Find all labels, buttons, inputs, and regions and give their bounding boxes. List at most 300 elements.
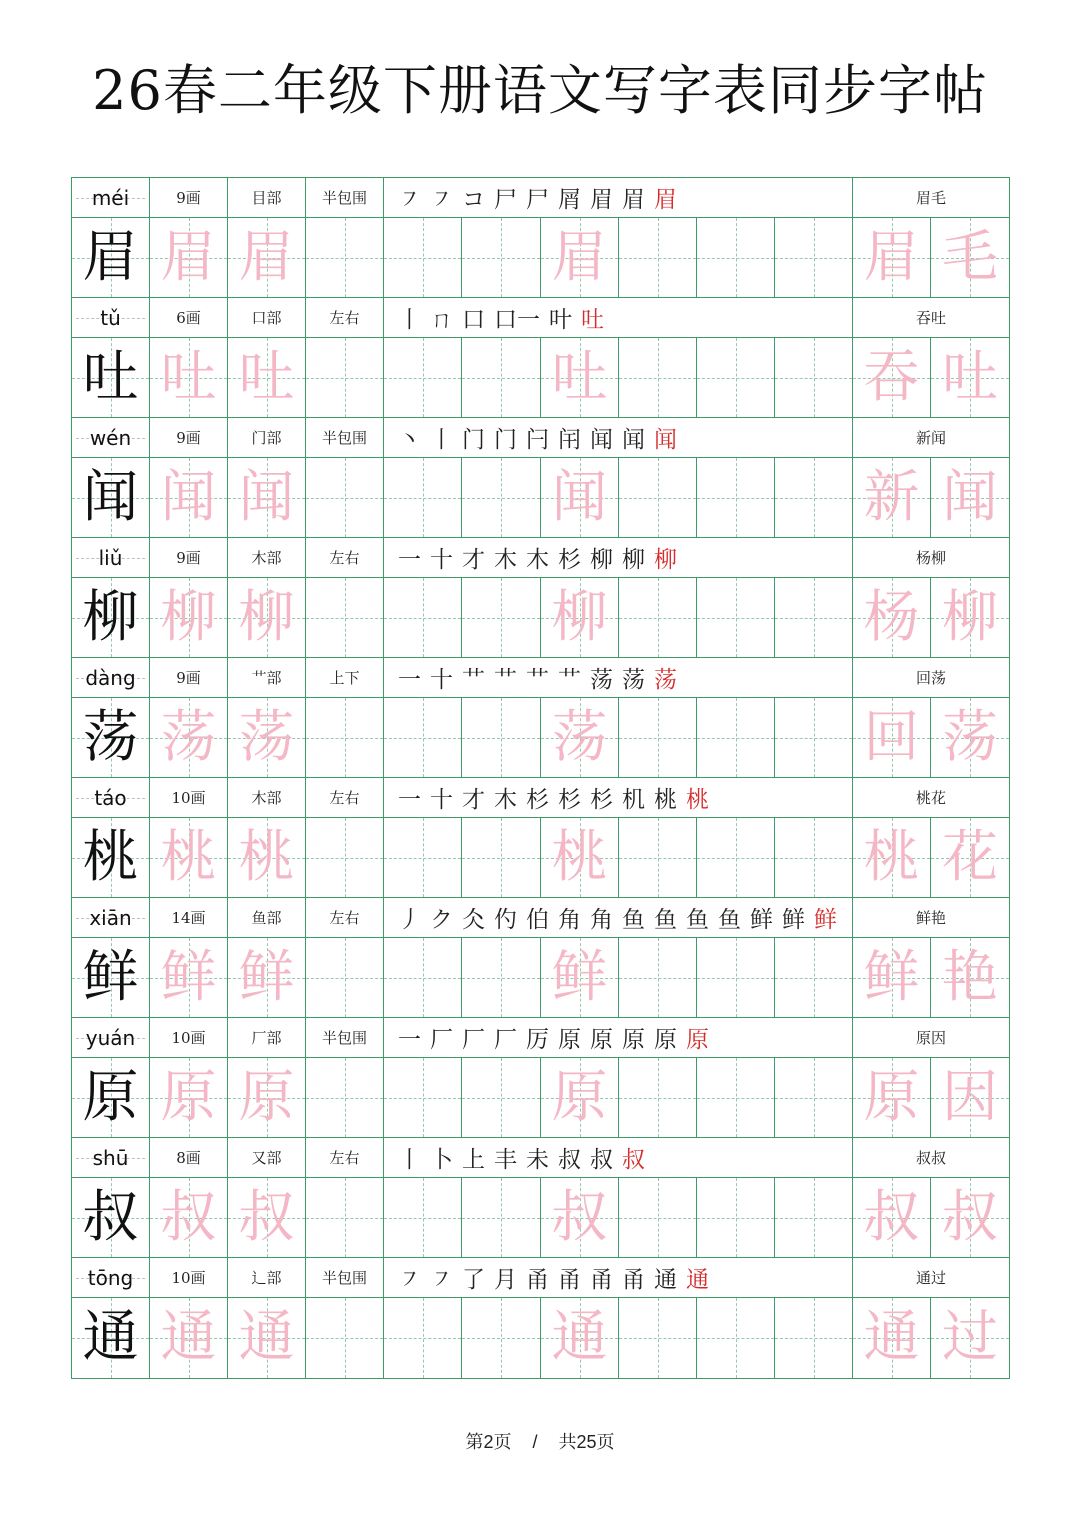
- pinyin-cell: [72, 1258, 150, 1297]
- writing-box[interactable]: [619, 578, 697, 657]
- structure-text: 左右: [329, 549, 360, 567]
- writing-box[interactable]: [384, 1298, 462, 1378]
- stroke-step: 甬: [526, 1267, 549, 1293]
- radical-text: 鱼部: [251, 909, 282, 927]
- writing-box[interactable]: [619, 458, 697, 537]
- structure-text: 半包围: [321, 1269, 367, 1287]
- stroke-step: 柳: [622, 547, 645, 573]
- writing-box[interactable]: [462, 1298, 541, 1378]
- writing-box[interactable]: [775, 458, 853, 537]
- trace-character: 柳: [160, 584, 217, 650]
- writing-box[interactable]: [775, 1298, 853, 1378]
- writing-box[interactable]: [462, 698, 541, 777]
- trace-word-char: 叔: [942, 1184, 998, 1250]
- pinyin-cell: [72, 538, 150, 577]
- model-character: 叔: [82, 1184, 139, 1250]
- writing-box[interactable]: [697, 938, 775, 1017]
- writing-box[interactable]: [541, 698, 619, 777]
- writing-box[interactable]: [306, 818, 384, 897]
- stroke-step: 鱼: [686, 907, 709, 933]
- stroke-step: 原: [686, 1027, 709, 1053]
- pinyin-cell: [72, 298, 150, 337]
- writing-box[interactable]: [853, 698, 931, 777]
- writing-box[interactable]: [697, 1178, 775, 1257]
- stroke-step: 闻: [590, 427, 613, 453]
- trace-character: 叔: [551, 1184, 608, 1250]
- stroke-count-text: 9画: [176, 549, 201, 567]
- writing-box[interactable]: [462, 578, 541, 657]
- stroke-step: 甬: [622, 1267, 645, 1293]
- structure-text: 左右: [329, 309, 360, 327]
- stroke-step: 机: [622, 787, 645, 813]
- pinyin-cell: [72, 898, 150, 937]
- model-char-cell: [72, 578, 150, 657]
- page-separator: /: [532, 1432, 538, 1452]
- pinyin-cell: [72, 778, 150, 817]
- word-cell: [853, 178, 1009, 217]
- model-char-cell: [72, 1298, 150, 1378]
- stroke-step: 眉: [622, 187, 645, 213]
- word-text: 叔叔: [915, 1149, 946, 1167]
- radical-text: 口部: [251, 309, 282, 327]
- stroke-step: 一: [398, 547, 421, 573]
- writing-box[interactable]: [228, 818, 306, 897]
- writing-grid-row: [72, 938, 1009, 1018]
- writing-box[interactable]: [462, 1178, 541, 1257]
- writing-box[interactable]: [384, 458, 462, 537]
- writing-box[interactable]: [306, 1298, 384, 1378]
- pinyin-text: táo: [94, 785, 127, 810]
- writing-box[interactable]: [228, 338, 306, 417]
- structure-cell: [306, 658, 384, 697]
- writing-box[interactable]: [931, 818, 1009, 897]
- stroke-step: 桃: [686, 787, 709, 813]
- stroke-step: 丨: [430, 427, 453, 453]
- word-text: 眉毛: [915, 189, 946, 207]
- current-page: 第2页: [465, 1432, 512, 1452]
- total-pages: 共25页: [558, 1432, 615, 1452]
- word-text: 鲜艳: [915, 909, 946, 927]
- trace-character: 叔: [160, 1184, 217, 1250]
- radical-cell: [228, 658, 306, 697]
- writing-box[interactable]: [150, 338, 228, 417]
- writing-box[interactable]: [462, 218, 541, 297]
- writing-box[interactable]: [462, 1058, 541, 1137]
- stroke-step: ㇇: [430, 1267, 453, 1293]
- writing-box[interactable]: [306, 938, 384, 1017]
- trace-word-char: 艳: [942, 944, 998, 1010]
- writing-box[interactable]: [697, 1298, 775, 1378]
- writing-box[interactable]: [228, 218, 306, 297]
- writing-box[interactable]: [150, 578, 228, 657]
- pinyin-text: shū: [92, 1145, 129, 1170]
- writing-box[interactable]: [619, 698, 697, 777]
- radical-text: 辶部: [251, 1269, 282, 1287]
- structure-text: 左右: [329, 1149, 360, 1167]
- stroke-count-cell: [150, 658, 228, 697]
- writing-box[interactable]: [775, 698, 853, 777]
- trace-word-char: 柳: [942, 584, 998, 650]
- trace-character: 鲜: [160, 944, 217, 1010]
- writing-box[interactable]: [306, 218, 384, 297]
- stroke-order-cell: [384, 418, 853, 457]
- stroke-step: 角: [558, 907, 581, 933]
- stroke-step: 丨: [398, 307, 421, 333]
- writing-box[interactable]: [775, 578, 853, 657]
- character-entry: [72, 298, 1009, 418]
- writing-box[interactable]: [619, 1178, 697, 1257]
- pinyin-cell: [72, 1018, 150, 1057]
- stroke-step: 吐: [581, 307, 604, 333]
- structure-text: 半包围: [321, 429, 367, 447]
- writing-box[interactable]: [775, 218, 853, 297]
- structure-cell: [306, 778, 384, 817]
- stroke-step: 屑: [558, 187, 581, 213]
- writing-box[interactable]: [931, 218, 1009, 297]
- pinyin-text: dàng: [85, 665, 136, 690]
- trace-word-char: 闻: [942, 464, 998, 530]
- stroke-step: ㇇: [398, 187, 421, 213]
- stroke-step: 木: [526, 547, 549, 573]
- stroke-step: 柳: [590, 547, 613, 573]
- stroke-step: 甬: [590, 1267, 613, 1293]
- trace-word-char: 毛: [942, 224, 998, 290]
- stroke-step: 才: [462, 547, 485, 573]
- writing-box[interactable]: [541, 458, 619, 537]
- writing-box[interactable]: [541, 818, 619, 897]
- radical-text: 木部: [251, 549, 282, 567]
- writing-box[interactable]: [853, 1178, 931, 1257]
- stroke-step: 鱼: [718, 907, 741, 933]
- writing-box[interactable]: [931, 1178, 1009, 1257]
- writing-box[interactable]: [306, 458, 384, 537]
- word-text: 通过: [915, 1269, 946, 1287]
- model-character: 眉: [82, 224, 139, 290]
- trace-character: 叔: [238, 1184, 295, 1250]
- writing-box[interactable]: [306, 338, 384, 417]
- writing-box[interactable]: [228, 1178, 306, 1257]
- stroke-step: 叶: [549, 307, 572, 333]
- model-character: 闻: [82, 464, 139, 530]
- stroke-step: 桃: [654, 787, 677, 813]
- writing-grid-row: [72, 698, 1009, 778]
- stroke-order-cell: [384, 1018, 853, 1057]
- writing-box[interactable]: [697, 218, 775, 297]
- writing-box[interactable]: [384, 1058, 462, 1137]
- writing-box[interactable]: [853, 1058, 931, 1137]
- stroke-step: 尸: [526, 187, 549, 213]
- character-entry: [72, 538, 1009, 658]
- stroke-count-text: 10画: [171, 1029, 206, 1047]
- writing-box[interactable]: [541, 1298, 619, 1378]
- stroke-step: 鱼: [654, 907, 677, 933]
- writing-box[interactable]: [462, 818, 541, 897]
- model-char-cell: [72, 818, 150, 897]
- writing-box[interactable]: [619, 1058, 697, 1137]
- writing-box[interactable]: [853, 338, 931, 417]
- radical-text: 厂部: [251, 1029, 282, 1047]
- stroke-step: 丶: [398, 427, 421, 453]
- stroke-step: 鲜: [814, 907, 837, 933]
- writing-box[interactable]: [541, 578, 619, 657]
- stroke-step: 闬: [558, 427, 581, 453]
- stroke-step: 月: [494, 1267, 517, 1293]
- writing-box[interactable]: [853, 938, 931, 1017]
- writing-box[interactable]: [931, 1298, 1009, 1378]
- word-cell: [853, 418, 1009, 457]
- writing-box[interactable]: [462, 338, 541, 417]
- stroke-step: 荡: [590, 667, 613, 693]
- model-character: 吐: [82, 344, 139, 410]
- writing-box[interactable]: [150, 218, 228, 297]
- structure-text: 上下: [329, 669, 360, 687]
- stroke-step: 叔: [590, 1147, 613, 1173]
- writing-box[interactable]: [541, 338, 619, 417]
- writing-box[interactable]: [541, 938, 619, 1017]
- character-entry: [72, 898, 1009, 1018]
- pinyin-text: tōng: [87, 1265, 134, 1290]
- stroke-order-cell: [384, 898, 853, 937]
- writing-box[interactable]: [384, 1178, 462, 1257]
- word-cell: [853, 658, 1009, 697]
- structure-text: 半包围: [321, 1029, 367, 1047]
- word-text: 回荡: [915, 669, 946, 687]
- stroke-step: 杉: [558, 787, 581, 813]
- trace-character: 吐: [160, 344, 217, 410]
- writing-box[interactable]: [150, 698, 228, 777]
- writing-box[interactable]: [541, 1058, 619, 1137]
- practice-sheet: [71, 177, 1010, 1379]
- page-footer: [0, 1428, 1080, 1454]
- writing-box[interactable]: [697, 458, 775, 537]
- model-character: 通: [82, 1305, 139, 1370]
- stroke-order-cell: [384, 1258, 853, 1297]
- model-char-cell: [72, 698, 150, 777]
- writing-box[interactable]: [228, 1058, 306, 1137]
- stroke-step: 厂: [494, 1027, 517, 1053]
- pinyin-text: xiān: [89, 905, 132, 930]
- writing-box[interactable]: [384, 698, 462, 777]
- stroke-step: ㄇ: [430, 307, 453, 333]
- trace-word-char: 吐: [942, 344, 998, 410]
- trace-character: 眉: [238, 224, 295, 290]
- stroke-step: 鲜: [782, 907, 805, 933]
- trace-character: 通: [238, 1305, 295, 1370]
- writing-box[interactable]: [384, 938, 462, 1017]
- info-row: [72, 298, 1009, 338]
- trace-word-char: 原: [863, 1064, 920, 1130]
- writing-box[interactable]: [150, 1178, 228, 1257]
- character-entry: [72, 418, 1009, 538]
- writing-box[interactable]: [619, 338, 697, 417]
- writing-box[interactable]: [541, 218, 619, 297]
- trace-character: 柳: [238, 584, 295, 650]
- stroke-order-cell: [384, 1138, 853, 1177]
- writing-box[interactable]: [619, 938, 697, 1017]
- stroke-step: ク: [430, 907, 453, 933]
- structure-cell: [306, 1258, 384, 1297]
- trace-character: 桃: [160, 824, 217, 890]
- stroke-step: 一: [398, 1027, 421, 1053]
- info-row: [72, 898, 1009, 938]
- model-char-cell: [72, 1058, 150, 1137]
- structure-cell: [306, 898, 384, 937]
- trace-character: 鲜: [551, 944, 608, 1010]
- writing-box[interactable]: [853, 218, 931, 297]
- model-char-cell: [72, 458, 150, 537]
- stroke-count-cell: [150, 898, 228, 937]
- writing-box[interactable]: [619, 218, 697, 297]
- writing-box[interactable]: [384, 818, 462, 897]
- writing-box[interactable]: [775, 938, 853, 1017]
- stroke-step: 十: [430, 547, 453, 573]
- writing-box[interactable]: [775, 338, 853, 417]
- structure-cell: [306, 178, 384, 217]
- trace-character: 眉: [551, 224, 608, 290]
- writing-box[interactable]: [150, 938, 228, 1017]
- stroke-step: 厉: [526, 1027, 549, 1053]
- writing-box[interactable]: [228, 698, 306, 777]
- writing-box[interactable]: [775, 1178, 853, 1257]
- trace-character: 桃: [551, 824, 608, 890]
- writing-box[interactable]: [619, 1298, 697, 1378]
- writing-box[interactable]: [462, 458, 541, 537]
- stroke-count-text: 10画: [171, 789, 206, 807]
- radical-text: 门部: [251, 429, 282, 447]
- trace-character: 闻: [551, 464, 608, 530]
- writing-box[interactable]: [775, 1058, 853, 1137]
- writing-box[interactable]: [306, 1178, 384, 1257]
- pinyin-text: liǔ: [98, 545, 123, 570]
- info-row: [72, 178, 1009, 218]
- trace-character: 吐: [551, 344, 608, 410]
- stroke-count-text: 9画: [176, 669, 201, 687]
- word-text: 杨柳: [915, 549, 946, 567]
- stroke-step: 丨: [398, 1147, 421, 1173]
- writing-box[interactable]: [384, 578, 462, 657]
- trace-character: 鲜: [238, 944, 295, 1010]
- writing-box[interactable]: [697, 338, 775, 417]
- stroke-step: コ: [462, 187, 485, 213]
- writing-box[interactable]: [228, 578, 306, 657]
- trace-word-char: 因: [942, 1064, 998, 1130]
- writing-box[interactable]: [541, 1178, 619, 1257]
- writing-box[interactable]: [853, 818, 931, 897]
- stroke-count-text: 10画: [171, 1269, 206, 1287]
- writing-box[interactable]: [150, 818, 228, 897]
- writing-box[interactable]: [306, 578, 384, 657]
- writing-box[interactable]: [384, 218, 462, 297]
- model-character: 柳: [82, 584, 139, 650]
- stroke-step: 鲜: [750, 907, 773, 933]
- stroke-order-cell: [384, 538, 853, 577]
- writing-box[interactable]: [697, 578, 775, 657]
- radical-cell: [228, 1138, 306, 1177]
- writing-box[interactable]: [853, 1298, 931, 1378]
- stroke-order-cell: [384, 778, 853, 817]
- word-cell: [853, 778, 1009, 817]
- info-row: [72, 418, 1009, 458]
- trace-character: 荡: [160, 704, 217, 770]
- writing-box[interactable]: [931, 938, 1009, 1017]
- writing-box[interactable]: [306, 1058, 384, 1137]
- writing-box[interactable]: [697, 818, 775, 897]
- writing-grid-row: [72, 578, 1009, 658]
- writing-box[interactable]: [931, 578, 1009, 657]
- model-char-cell: [72, 338, 150, 417]
- writing-box[interactable]: [619, 818, 697, 897]
- writing-box[interactable]: [150, 1058, 228, 1137]
- writing-box[interactable]: [462, 938, 541, 1017]
- trace-character: 荡: [238, 704, 295, 770]
- word-text: 吞吐: [915, 309, 946, 327]
- writing-grid-row: [72, 338, 1009, 418]
- trace-word-char: 吞: [863, 344, 920, 410]
- stroke-step: 厂: [430, 1027, 453, 1053]
- writing-box[interactable]: [150, 1298, 228, 1378]
- stroke-step: 仢: [494, 907, 517, 933]
- stroke-order-cell: [384, 658, 853, 697]
- writing-box[interactable]: [931, 338, 1009, 417]
- writing-box[interactable]: [931, 698, 1009, 777]
- character-entry: [72, 658, 1009, 778]
- pinyin-text: méi: [91, 185, 130, 210]
- trace-character: 荡: [551, 704, 608, 770]
- writing-box[interactable]: [931, 458, 1009, 537]
- stroke-step: 厂: [462, 1027, 485, 1053]
- stroke-count-cell: [150, 1258, 228, 1297]
- stroke-step: 闻: [654, 427, 677, 453]
- writing-box[interactable]: [853, 458, 931, 537]
- stroke-step: 上: [462, 1147, 485, 1173]
- writing-grid-row: [72, 218, 1009, 298]
- word-text: 原因: [915, 1029, 946, 1047]
- stroke-step: 艹: [462, 667, 485, 693]
- stroke-step: 才: [462, 787, 485, 813]
- stroke-step: 闻: [622, 427, 645, 453]
- trace-word-char: 通: [863, 1305, 920, 1370]
- radical-cell: [228, 418, 306, 457]
- stroke-step: 了: [462, 1267, 485, 1293]
- word-text: 新闻: [915, 429, 946, 447]
- writing-box[interactable]: [150, 458, 228, 537]
- pinyin-text: wén: [89, 425, 132, 450]
- writing-box[interactable]: [228, 1298, 306, 1378]
- writing-box[interactable]: [228, 938, 306, 1017]
- writing-grid-row: [72, 1298, 1009, 1378]
- stroke-count-cell: [150, 298, 228, 337]
- word-cell: [853, 1018, 1009, 1057]
- writing-box[interactable]: [697, 698, 775, 777]
- trace-character: 柳: [551, 584, 608, 650]
- stroke-step: 柳: [654, 547, 677, 573]
- stroke-step: 丰: [494, 1147, 517, 1173]
- writing-box[interactable]: [384, 338, 462, 417]
- writing-box[interactable]: [853, 578, 931, 657]
- stroke-step: 荡: [622, 667, 645, 693]
- stroke-step: ㇇: [430, 187, 453, 213]
- structure-cell: [306, 298, 384, 337]
- radical-text: 目部: [251, 189, 282, 207]
- trace-word-char: 荡: [942, 704, 998, 770]
- writing-box[interactable]: [306, 698, 384, 777]
- writing-box[interactable]: [697, 1058, 775, 1137]
- stroke-step: 杉: [590, 787, 613, 813]
- writing-box[interactable]: [228, 458, 306, 537]
- writing-box[interactable]: [931, 1058, 1009, 1137]
- trace-word-char: 眉: [863, 224, 920, 290]
- writing-box[interactable]: [775, 818, 853, 897]
